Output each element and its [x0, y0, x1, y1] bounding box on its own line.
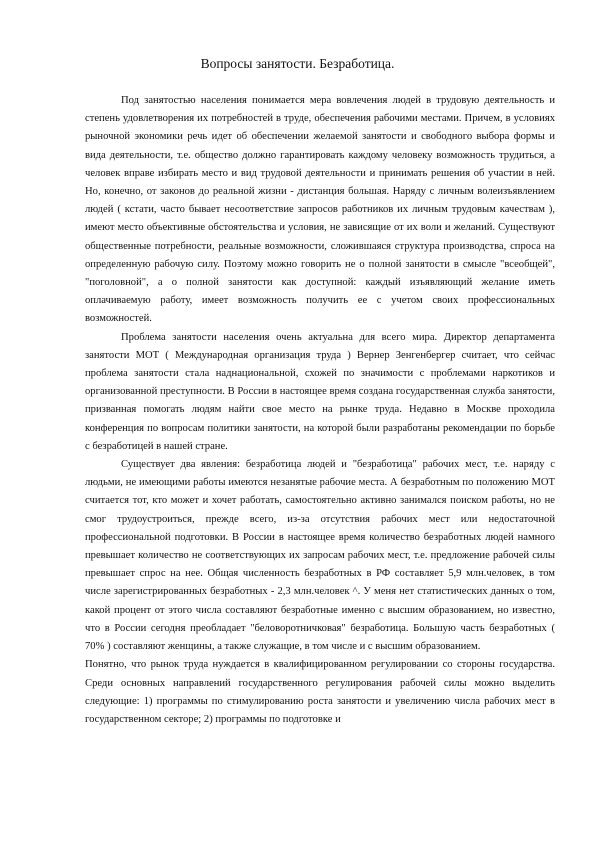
- paragraph-1: Под занятостью населения понимается мера вовлечения людей в трудовую деятельность и степень удовлетворения их потребностей в труде, обеспечения рабочими местами. Причем, в условиях рыночной экономики речь идет об обеспечении желаемой занятости и свободного выбора формы и вида деятельности, т.е. общество должно гарантировать каждому человеку возможность трудиться, а человек вправе избирать место и вид трудовой деятельности и принимать решения об участии в ней. Но, конечно, от законов до реальной жизни - дистанция большая. Наряду с личным волеизъявлением людей ( кстати, часто бывает несоответствие запросов работников их личным трудовым качествам ), имеют место объективные обстоятельства и условия, не зависящие от их воли и желаний. Существуют общественные потребности, реальные возможности, сложившаяся структура производства, спроса на определенную рабочую силу. Поэтому можно говорить не о полной занятости в смысле "всеобщей", "поголовной", а о полной занятости как доступной: каждый изъявляющий желание иметь оплачиваемую работу, имеет возможность получить ее с учетом своих профессиональных возможностей.: [85, 95, 555, 325]
- paragraph-3: Существует два явления: безработица людей и "безработица" рабочих мест, т.е. наряду с людьми, не имеющими работы имеются незанятые рабочие места. А безработным по положению МОТ считается тот, кто может и хочет работать, самостоятельно активно занимался поиском работы, но не смог трудоустроиться, прежде всего, из-за отсутствия рабочих мест или недостаточной профессиональной подготовки. В России в настоящее время количество безработных людей намного превышает количество не соответствующих их запросам рабочих мест, т.е. предложение рабочей силы превышает спрос на нее. Общая численность безработных в РФ составляет 5,9 млн.человек, в том числе зарегистрированных безработных - 2,3 млн.человек ^. У меня нет статистических данных о том, какой процент от этого числа составляют безработные именно с высшим образованием, но известно, что в России сегодня преобладает "беловоротничковая" безработица. Большую часть безработных ( 70% ) составляют женщины, а также служащие, в том числе и с высшим образованием.: [85, 459, 555, 653]
- paragraph-4: Понятно, что рынок труда нуждается в квалифицированном регулировании со стороны государства. Среди основных направлений государственного регулирования рабочей силы можно выделить следующие: 1) программы по стимулированию роста занятости и увеличению числа рабочих мест в государственном секторе; 2) программы по подготовке и: [85, 659, 555, 725]
- document-body: [85, 92, 555, 729]
- paragraph-2: Проблема занятости населения очень актуальна для всего мира. Директор департамента занятости МОТ ( Международная организация труда ) Вернер Зенгенбергер считает, что сейчас проблема занятости стала наднациональной, схожей по значимости с проблемами наркотиков и организованной преступности. В России в настоящее время создана государственная служба занятости, призванная помогать людям найти свое место на рынке труда. Недавно в Москве проходила конференция по вопросам политики занятости, на которой были разработаны рекомендации по борьбе с безработицей в нашей стране.: [85, 331, 555, 452]
- document-title: Вопросы занятости. Безработица.: [200, 56, 395, 71]
